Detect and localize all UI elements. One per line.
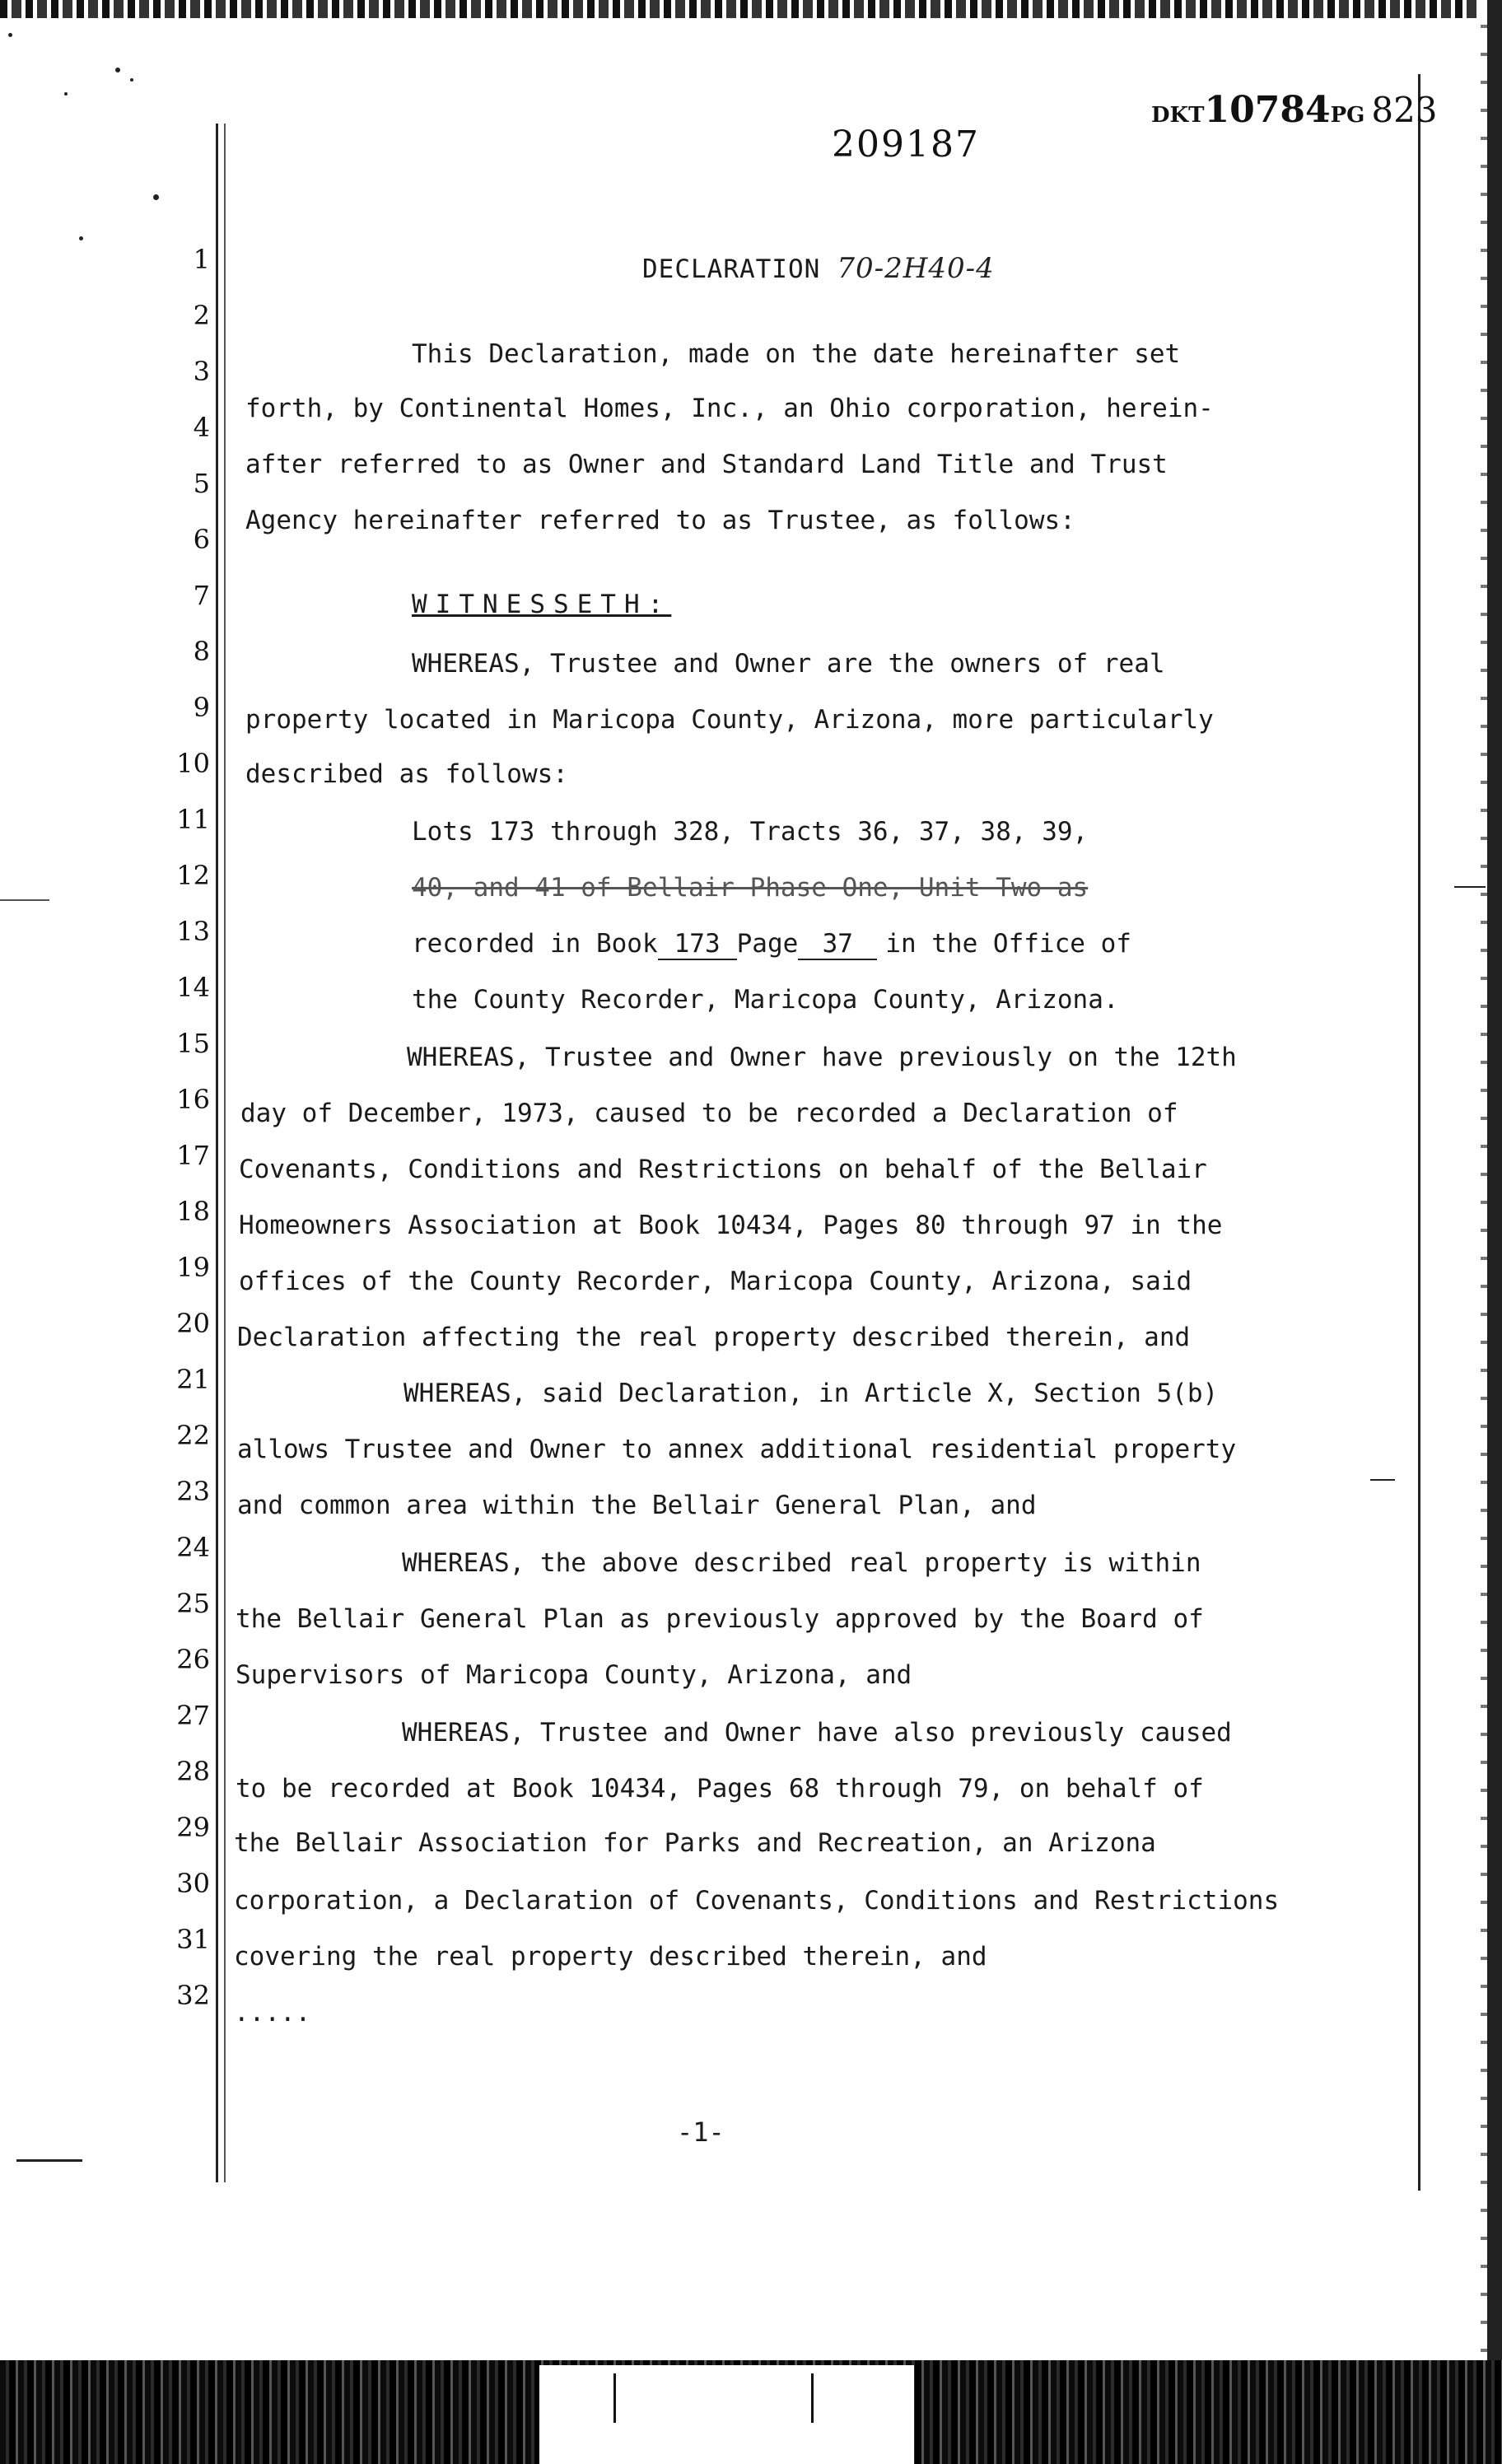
- line-number: 23: [176, 1476, 210, 1507]
- right-edge-mark: [1454, 886, 1486, 888]
- body-line: the County Recorder, Maricopa County, Arizona.: [412, 985, 1119, 1015]
- body-line: .....: [234, 1998, 311, 2028]
- line-number: 4: [193, 412, 210, 443]
- handwritten-annotation: 70-2H40-4: [837, 252, 995, 285]
- book-number: 10784: [1204, 89, 1331, 131]
- scan-bottom-gap: [539, 2365, 914, 2464]
- body-line: offices of the County Recorder, Maricopa County, Arizona, said: [239, 1267, 1192, 1296]
- line-number: 3: [193, 356, 210, 387]
- line-number: 19: [176, 1252, 210, 1283]
- body-line: 40, and 41 of Bellair Phase One, Unit Two as: [412, 873, 1089, 903]
- body-line: Agency hereinafter referred to as Trustee, as follows:: [245, 506, 1075, 535]
- scan-tick-mark: [811, 2373, 814, 2423]
- book-page-stamp: [1151, 89, 1438, 131]
- left-margin-rule-inner: [224, 124, 226, 2182]
- line-number: 21: [176, 1364, 210, 1395]
- line-number: 8: [193, 636, 210, 667]
- scan-edge-right-noise: [1481, 0, 1487, 2464]
- line-number: 16: [176, 1084, 210, 1115]
- line-number: 11: [176, 804, 210, 835]
- page-fill: 37: [798, 929, 877, 960]
- line-number: 9: [193, 692, 210, 723]
- scan-speck: [8, 33, 12, 37]
- body-line: after referred to as Owner and Standard Land Title and Trust: [245, 450, 1168, 479]
- scan-speck: [130, 78, 133, 82]
- witnesseth-heading: WITNESSETH:: [412, 590, 672, 619]
- body-line: to be recorded at Book 10434, Pages 68 through 79, on behalf of: [236, 1774, 1204, 1804]
- body-line: This Declaration, made on the date hereinafter set: [412, 339, 1181, 369]
- right-margin-rule: [1418, 74, 1420, 2191]
- left-edge-mark: [16, 2159, 82, 2162]
- line-number: 7: [193, 580, 210, 611]
- line-number: 28: [176, 1756, 210, 1787]
- body-line: WHEREAS, Trustee and Owner are the owners of real: [412, 649, 1165, 679]
- book-fill: 173: [658, 929, 737, 960]
- office-label: in the Office of: [885, 929, 1131, 959]
- line-number: 32: [176, 1980, 210, 2011]
- line-number: 26: [176, 1644, 210, 1675]
- body-line: property located in Maricopa County, Arizona, more particularly: [245, 705, 1214, 735]
- document-title: DECLARATION: [642, 254, 821, 284]
- line-number: 30: [176, 1868, 210, 1899]
- document-number: 209187: [832, 124, 980, 166]
- left-edge-mark: [0, 899, 49, 901]
- page-label: Page: [736, 929, 799, 959]
- body-line: described as follows:: [245, 759, 568, 789]
- scan-speck: [64, 92, 68, 96]
- body-line: forth, by Continental Homes, Inc., an Ohio corporation, herein-: [245, 394, 1214, 423]
- line-number: 2: [193, 300, 210, 331]
- line-number: 27: [176, 1700, 210, 1731]
- line-number: 6: [193, 524, 210, 555]
- document-title-line: [642, 252, 995, 285]
- scan-edge-top: [0, 0, 1502, 18]
- line-number: 12: [176, 860, 210, 891]
- line-number: 22: [176, 1420, 210, 1451]
- line-number: 13: [176, 916, 210, 947]
- line-number: 10: [176, 748, 210, 779]
- scan-tick-mark: [613, 2373, 616, 2423]
- body-line: day of December, 1973, caused to be recorded a Declaration of: [240, 1099, 1178, 1128]
- scan-speck: [153, 194, 159, 200]
- right-edge-mark: [1370, 1479, 1395, 1481]
- body-line: the Bellair Association for Parks and Recreation, an Arizona: [234, 1828, 1156, 1858]
- line-number: 17: [176, 1140, 210, 1171]
- page-footer: -1-: [677, 2116, 725, 2148]
- page-prefix: PG: [1330, 103, 1365, 128]
- page-number: 823: [1371, 90, 1438, 130]
- line-number: 18: [176, 1196, 210, 1227]
- line-number: 20: [176, 1308, 210, 1339]
- line-number: 24: [176, 1532, 210, 1563]
- body-line: and common area within the Bellair General Plan, and: [237, 1491, 1037, 1520]
- scan-speck: [79, 236, 83, 240]
- line-number: 25: [176, 1588, 210, 1619]
- scan-speck: [115, 68, 120, 72]
- body-line: WHEREAS, Trustee and Owner have previously on the 12th: [407, 1043, 1237, 1072]
- line-number: 29: [176, 1812, 210, 1843]
- body-line: WHEREAS, said Declaration, in Article X, Section 5(b): [403, 1379, 1219, 1408]
- body-line: WHEREAS, Trustee and Owner have also previously caused: [402, 1718, 1232, 1748]
- left-margin-rule: [216, 124, 218, 2182]
- body-line: Declaration affecting the real property described therein, and: [237, 1323, 1191, 1352]
- body-line: corporation, a Declaration of Covenants, Conditions and Restrictions: [234, 1886, 1280, 1916]
- line-number: 1: [193, 244, 210, 275]
- body-line: allows Trustee and Owner to annex additional residential property: [237, 1435, 1237, 1464]
- body-line: Supervisors of Maricopa County, Arizona, and: [236, 1660, 912, 1690]
- line-number: 15: [176, 1028, 210, 1059]
- body-line: the Bellair General Plan as previously approved by the Board of: [236, 1604, 1204, 1634]
- scan-edge-right: [1487, 0, 1502, 2464]
- body-line: Covenants, Conditions and Restrictions on behalf of the Bellair: [239, 1155, 1207, 1184]
- body-line: covering the real property described therein, and: [234, 1942, 987, 1972]
- book-page-line: [412, 929, 1131, 960]
- line-number: 31: [176, 1924, 210, 1955]
- body-line: Homeowners Association at Book 10434, Pages 80 through 97 in the: [239, 1211, 1223, 1240]
- recorded-label: recorded in Book: [412, 929, 658, 959]
- line-number: 14: [176, 972, 210, 1003]
- body-line: WHEREAS, the above described real property is within: [402, 1548, 1201, 1578]
- body-line: Lots 173 through 328, Tracts 36, 37, 38, 39,: [412, 817, 1089, 847]
- book-prefix: DKT: [1151, 103, 1205, 128]
- line-number: 5: [193, 468, 210, 499]
